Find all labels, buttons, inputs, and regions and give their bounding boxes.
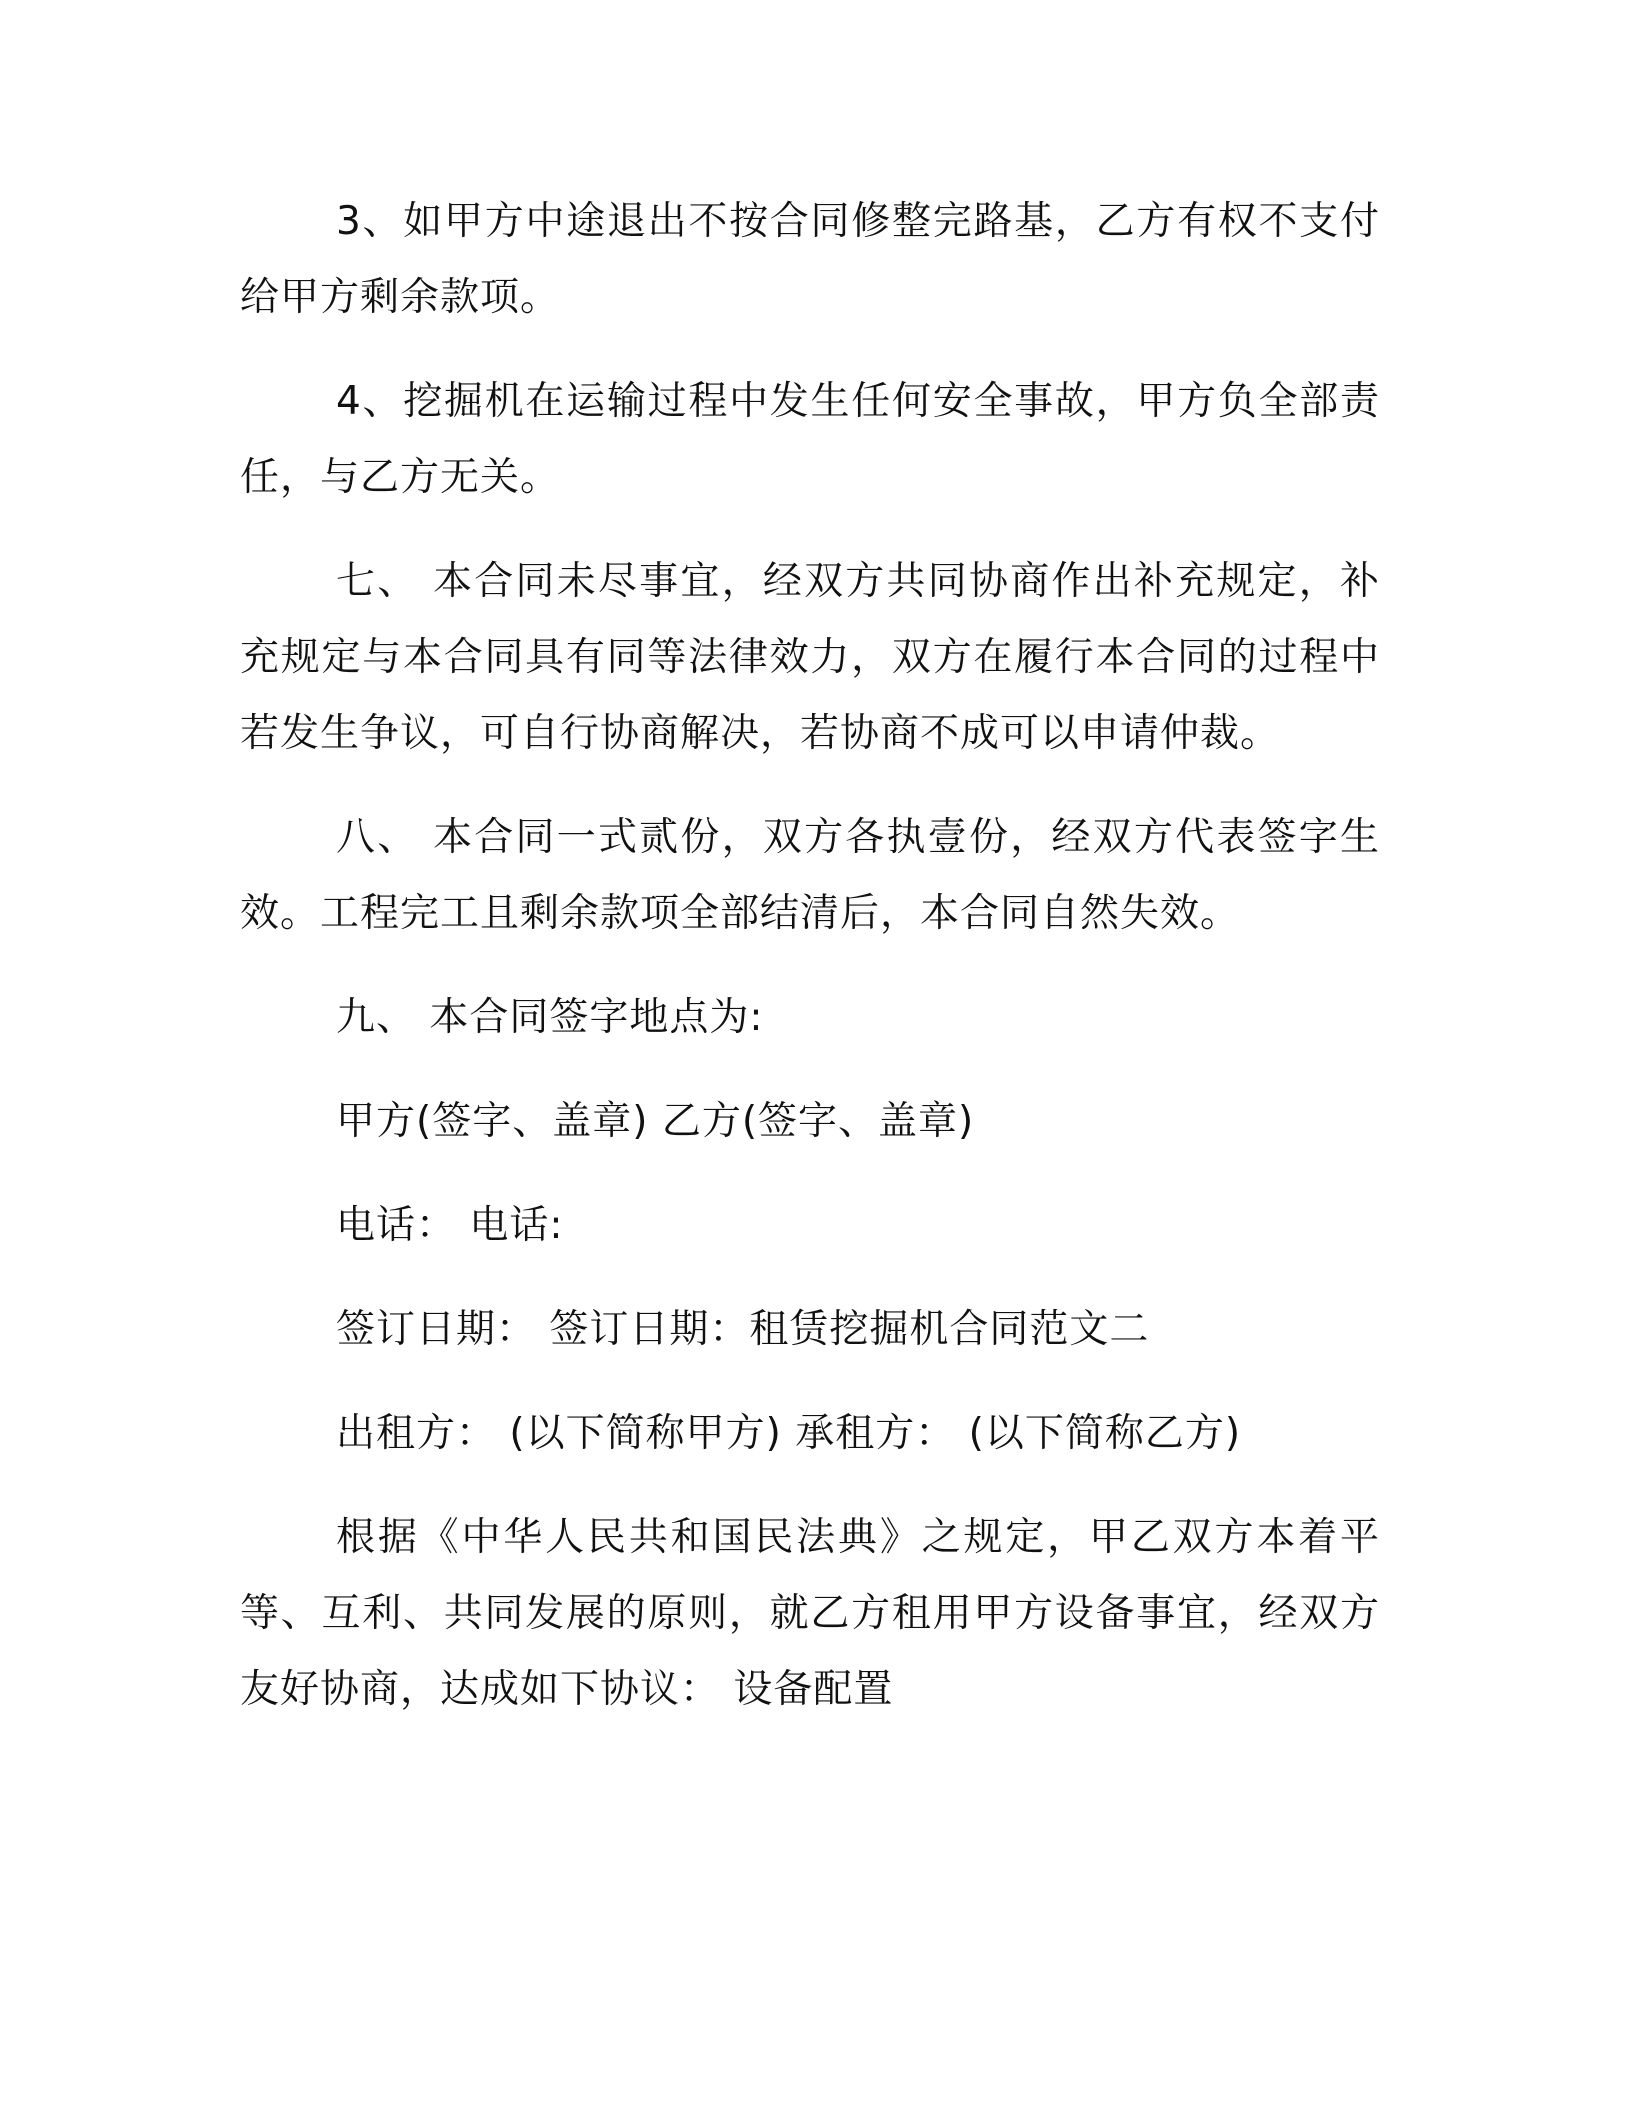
parties-line: 出租方： (以下简称甲方) 承租方： (以下简称乙方) <box>336 1411 1242 1456</box>
document-body <box>240 184 1380 1756</box>
clause-9-paragraph: 九、 本合同签字地点为: <box>336 995 764 1040</box>
clause-7-paragraph: 七、 本合同未尽事宜，经双方共同协商作出补充规定，补充规定与本合同具有同等法律效力，双方在履行本合同的过程中若发生争议，可自行协商解决，若协商不成可以申请仲裁。 <box>240 559 1380 756</box>
clause-4-paragraph: 4、挖掘机在运输过程中发生任何安全事故，甲方负全部责任，与乙方无关。 <box>240 379 1380 500</box>
phone-line: 电话： 电话: <box>336 1203 564 1248</box>
clause-8-paragraph: 八、 本合同一式贰份，双方各执壹份，经双方代表签字生效。工程完工且剩余款项全部结清后，本合同自然失效。 <box>240 815 1380 936</box>
signing-date-line: 签订日期： 签订日期：租赁挖掘机合同范文二 <box>336 1307 1150 1352</box>
clause-3-paragraph: 3、如甲方中途退出不按合同修整完路基，乙方有权不支付给甲方剩余款项。 <box>240 199 1380 320</box>
signature-line: 甲方(签字、盖章) 乙方(签字、盖章) <box>336 1099 975 1144</box>
preamble-paragraph: 根据《中华人民共和国民法典》之规定，甲乙双方本着平等、互利、共同发展的原则，就乙方租用甲方设备事宜，经双方友好协商，达成如下协议： 设备配置 <box>240 1515 1380 1712</box>
